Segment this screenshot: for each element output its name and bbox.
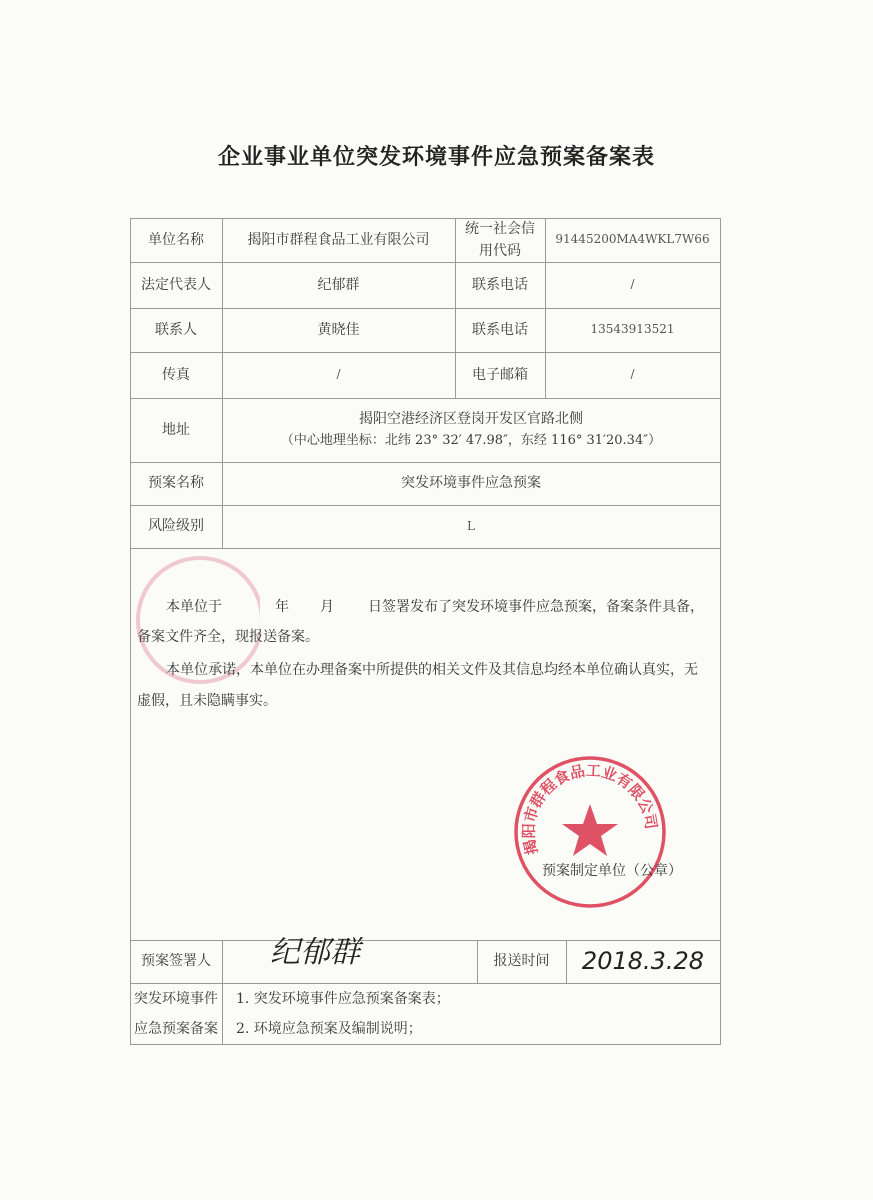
email: / [545, 352, 721, 399]
address [222, 398, 721, 463]
statement-p1-start: 本单位于 [166, 599, 222, 615]
submit-time [566, 940, 721, 984]
fax: / [222, 352, 456, 399]
signer-cell [222, 934, 478, 984]
plan-name: 突发环境事件应急预案 [222, 462, 721, 506]
unit-name: 揭阳市群程食品工业有限公司 [222, 218, 456, 263]
unit-name-label: 单位名称 [130, 218, 223, 263]
risk-level: L [222, 505, 721, 549]
contact-label: 联系人 [130, 308, 223, 353]
attachments-list [222, 983, 721, 1045]
statement-p2-cont: 虚假，且未隐瞒事实。 [137, 693, 277, 709]
attachments-label-line2: 应急预案备案 [134, 1020, 218, 1037]
statement-month: 月 [320, 599, 334, 615]
email-label: 电子邮箱 [455, 352, 546, 399]
attachments-label [130, 983, 223, 1045]
submit-time-value: 2018.3.28 [581, 947, 705, 976]
legal-rep-label: 法定代表人 [130, 262, 223, 309]
legal-rep: 纪郁群 [222, 262, 456, 309]
credit-code: 91445200MA4WKL7W66 [545, 218, 721, 263]
seal-text: 揭阳市群程食品工业有限公司 [519, 761, 661, 857]
submit-time-label: 报送时间 [477, 940, 567, 984]
statement-year: 年 [275, 599, 289, 615]
contact: 黄晓佳 [222, 308, 456, 353]
phone2-label: 联系电话 [455, 308, 546, 353]
credit-code-label: 统一社会信用代码 [455, 218, 546, 263]
statement-p1-cont: 备案文件齐全，现报送备案。 [137, 629, 319, 645]
attachment-item: 1. 突发环境事件应急预案备案表； [236, 990, 450, 1007]
risk-level-label: 风险级别 [130, 505, 223, 549]
company-seal [510, 752, 670, 912]
statement-p1-end: 日签署发布了突发环境事件应急预案，备案条件具备， [368, 599, 704, 615]
address-label: 地址 [130, 398, 223, 463]
signer-label: 预案签署人 [130, 940, 223, 984]
statement-p2: 本单位承诺，本单位在办理备案中所提供的相关文件及其信息均经本单位确认真实，无 [166, 662, 698, 678]
address-coordinates: （中心地理坐标：北纬 23° 32′ 47.98″，东经 116° 31′20.34″） [280, 432, 662, 448]
signature: 纪郁群 [270, 934, 360, 970]
plan-name-label: 预案名称 [130, 462, 223, 506]
seal-caption: 预案制定单位（公章） [542, 863, 682, 879]
attachments-label-line1: 突发环境事件 [134, 990, 218, 1007]
fax-label: 传真 [130, 352, 223, 399]
attachment-item: 2. 环境应急预案及编制说明； [236, 1020, 422, 1037]
phone2: 13543913521 [545, 308, 721, 353]
phone1-label: 联系电话 [455, 262, 546, 309]
document-title: 企业事业单位突发环境事件应急预案备案表 [217, 144, 655, 170]
phone1: / [545, 262, 721, 309]
address-line1: 揭阳空港经济区登岗开发区官路北侧 [359, 411, 583, 428]
